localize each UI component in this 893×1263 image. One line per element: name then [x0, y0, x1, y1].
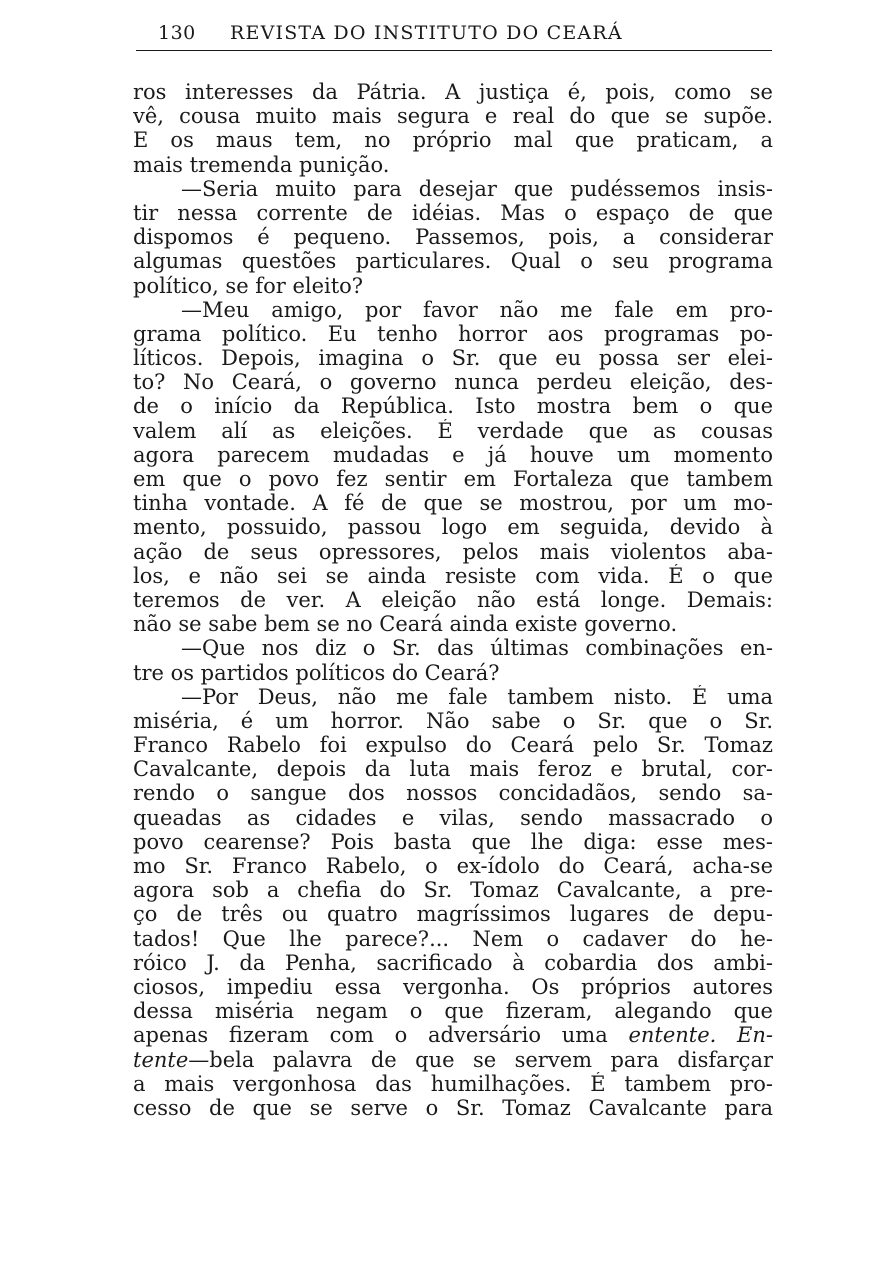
- text-line: rendo o sangue dos nossos concidadãos, sendo sa-: [133, 781, 773, 806]
- text-line: a mais vergonhosa das humilhações. É tambem pro-: [133, 1071, 773, 1096]
- text-line: los, e não sei se ainda resiste com vida. É o que: [133, 563, 773, 588]
- text-line: mo Sr. Franco Rabelo, o ex-ídolo do Ceará, acha-se: [133, 854, 773, 878]
- text-line: povo cearense? Pois basta que lhe diga: esse mes-: [133, 829, 773, 854]
- text-line: [133, 1023, 773, 1047]
- text-line: tinha vontade. A fé de que se mostrou, por um mo-: [133, 491, 773, 516]
- text-line: tir nessa corrente de idéias. Mas o espaço de que: [133, 200, 773, 225]
- text-line: róico J. da Penha, sacrificado à cobardia dos ambi-: [133, 950, 773, 975]
- text-line: [133, 1048, 773, 1072]
- text-line: —Que nos diz o Sr. das últimas combinações en-: [181, 636, 773, 661]
- text-line: ciosos, impediu essa vergonha. Os próprios autores: [133, 974, 773, 999]
- italic-word: tente: [133, 1047, 189, 1072]
- text-line: mais tremenda punição.: [133, 152, 390, 177]
- text-line: queadas as cidades e vilas, sendo massacrado o: [133, 805, 773, 830]
- text-line: mento, possuido, passou logo em seguida, devido à: [133, 515, 773, 540]
- text-line: tre os partidos políticos do Ceará?: [133, 660, 500, 685]
- text-line: ação de seus opressores, pelos mais violentos aba-: [133, 539, 773, 564]
- text-line: —Seria muito para desejar que pudéssemos insis-: [181, 176, 773, 201]
- text-line: to? No Ceará, o governo nunca perdeu eleição, des-: [133, 370, 773, 395]
- text-line: líticos. Depois, imagina o Sr. que eu possa ser elei-: [133, 346, 773, 371]
- text-line: vê, cousa muito mais segura e real do que se supõe.: [133, 104, 773, 129]
- text-line: não se sabe bem se no Ceará ainda existe governo.: [133, 612, 678, 637]
- text-line: agora sob a chefia do Sr. Tomaz Cavalcante, a pre-: [133, 878, 773, 903]
- text-line: —Por Deus, não me fale tambem nisto. É uma: [181, 684, 773, 709]
- text-line: ço de três ou quatro magríssimos lugares de depu-: [133, 902, 773, 927]
- text-span: apenas fizeram com o adversário uma: [133, 1023, 629, 1048]
- text-line: E os maus tem, no próprio mal que praticam, a: [133, 128, 773, 153]
- text-line: cesso de que se serve o Sr. Tomaz Cavalcante para: [133, 1095, 773, 1120]
- text-line: dessa miséria negam o que fizeram, alegando que: [133, 999, 773, 1024]
- text-line: tados! Que lhe parece?... Nem o cadaver do he-: [133, 926, 773, 951]
- italic-word: entente. En-: [628, 1023, 773, 1048]
- text-line: de o início da República. Isto mostra bem o que: [133, 394, 773, 419]
- text-line: Franco Rabelo foi expulso do Ceará pelo Sr. Tomaz: [133, 733, 773, 758]
- body-text: [133, 80, 773, 1120]
- text-line: ros interesses da Pátria. A justiça é, pois, como se: [133, 80, 773, 104]
- text-line: valem alí as eleições. É verdade que as cousas: [133, 418, 773, 443]
- running-title: REVISTA DO INSTITUTO DO CEARÁ: [230, 22, 623, 44]
- text-line: dispomos é pequeno. Passemos, pois, a considerar: [133, 225, 773, 250]
- text-line: algumas questões particulares. Qual o seu programa: [133, 249, 773, 274]
- text-span: —bela palavra de que se servem para disfarçar: [188, 1047, 773, 1072]
- text-line: —Meu amigo, por favor não me fale em pro-: [181, 297, 773, 322]
- text-line: político, se for eleito?: [133, 273, 364, 298]
- text-line: agora parecem mudadas e já houve um momento: [133, 442, 773, 467]
- page-number: 130: [158, 22, 196, 44]
- text-line: Cavalcante, depois da luta mais feroz e brutal, cor-: [133, 757, 773, 782]
- text-line: grama político. Eu tenho horror aos programas po-: [133, 321, 773, 346]
- text-line: miséria, é um horror. Não sabe o Sr. que o Sr.: [133, 708, 773, 733]
- page-header: [136, 20, 772, 51]
- text-line: em que o povo fez sentir em Fortaleza que tambem: [133, 467, 773, 491]
- text-line: teremos de ver. A eleição não está longe. Demais:: [133, 587, 773, 612]
